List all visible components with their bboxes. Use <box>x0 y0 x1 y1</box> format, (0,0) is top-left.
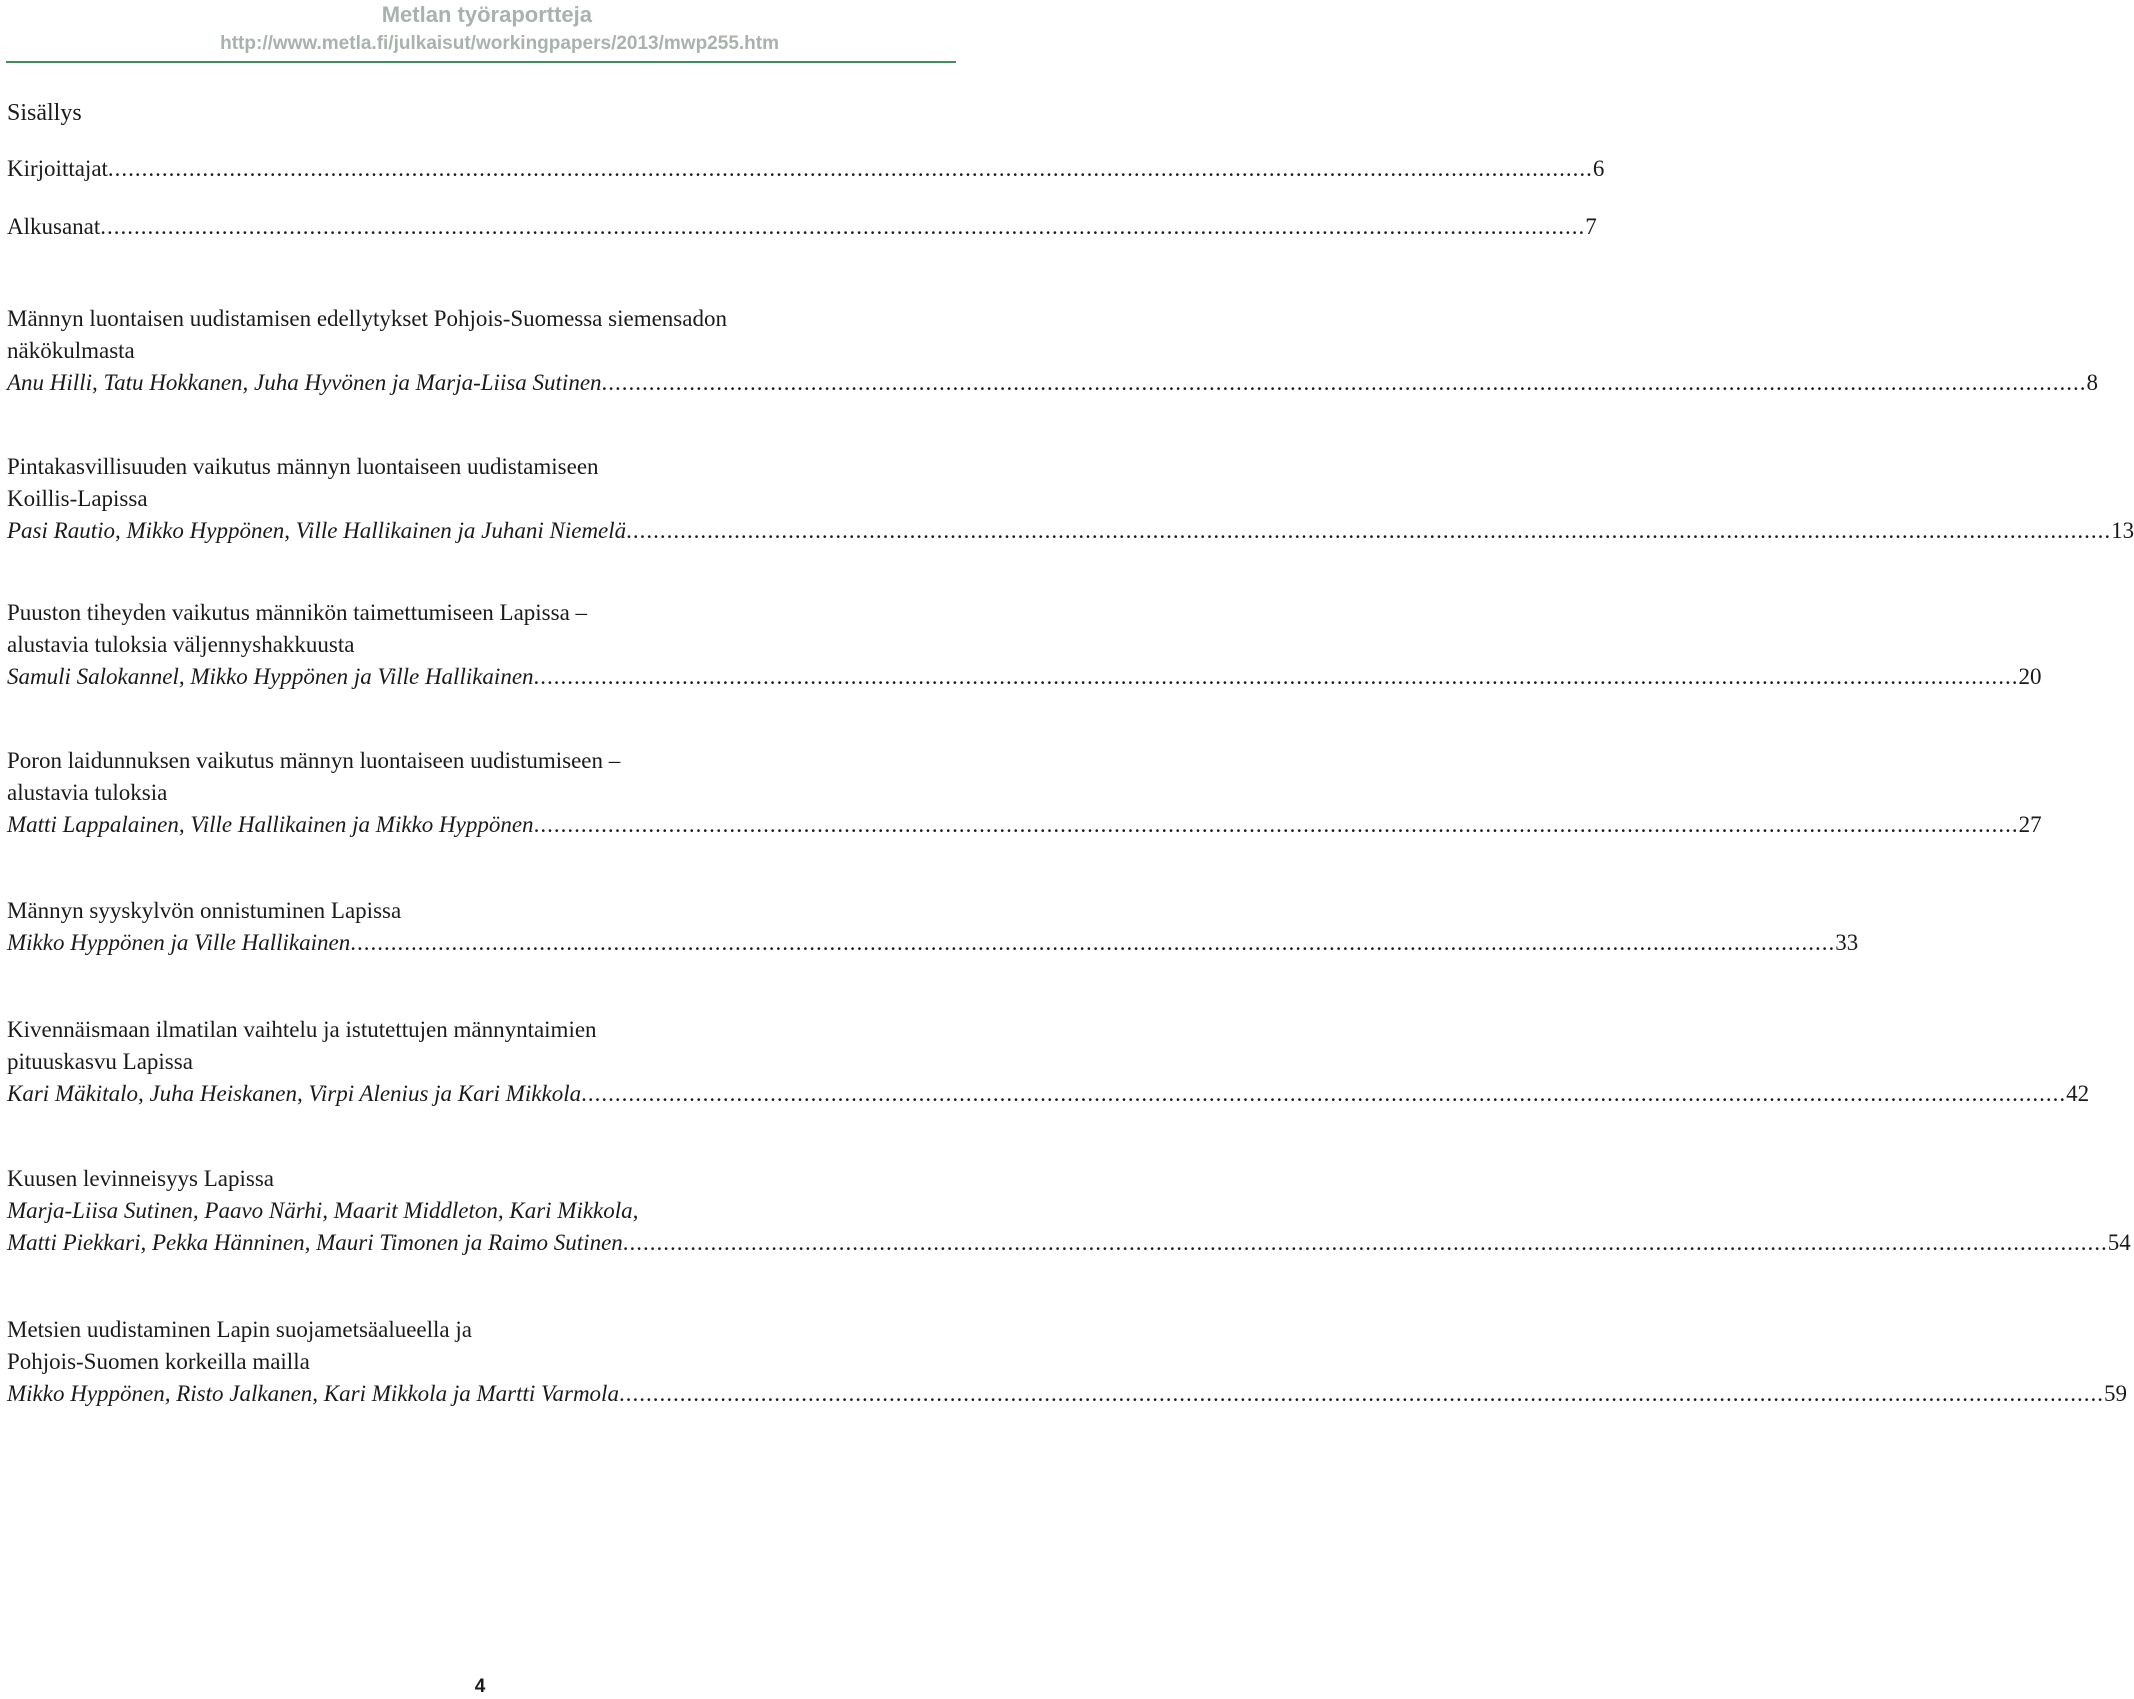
toc-entry-title: Männyn syyskylvön onnistuminen Lapissa <box>7 898 402 923</box>
toc-entry-authors: Anu Hilli, Tatu Hokkanen, Juha Hyvönen ja Marja-Liisa Sutinen <box>7 370 602 395</box>
toc-entry-last-line <box>7 1227 2131 1259</box>
toc-entry-last-line <box>7 1078 2090 1110</box>
toc-entry-page: 27 <box>2018 812 2042 837</box>
toc-entry-authors: Matti Lappalainen, Ville Hallikainen ja Mikko Hyppönen <box>7 812 534 837</box>
toc-entry[interactable] <box>7 597 2042 693</box>
dot-leader: ............................................................................................................................................................................................................................ <box>350 930 1836 955</box>
dot-leader: ............................................................................................................................................................................................................................ <box>626 518 2112 543</box>
toc-entry-last-line <box>7 661 2042 693</box>
toc-entry-title: Männyn luontaisen uudistamisen edellytykset Pohjois-Suomessa siemensadon <box>7 306 727 331</box>
header-url[interactable]: http://www.metla.fi/julkaisut/workingpapers/2013/mwp255.htm <box>220 33 779 54</box>
dot-leader: ............................................................................................................................................................................................................................ <box>622 1230 2108 1255</box>
toc-entry-last-line <box>7 515 2134 547</box>
toc-entry-authors: Pasi Rautio, Mikko Hyppönen, Ville Hallikainen ja Juhani Niemelä <box>7 518 627 543</box>
toc-entry-title: Kirjoittajat <box>7 156 108 181</box>
toc-entry-page: 6 <box>1592 156 1605 181</box>
toc-entry[interactable] <box>7 895 1859 959</box>
series-title: Metlan työraportteja <box>381 2 592 27</box>
toc-entry[interactable] <box>7 153 1605 185</box>
toc-entry[interactable] <box>7 1314 2127 1410</box>
toc-entry-last-line <box>7 211 1597 243</box>
toc-entry[interactable] <box>7 211 1597 243</box>
toc-entry-authors: Kari Mäkitalo, Juha Heiskanen, Virpi Alenius ja Kari Mikkola <box>7 1081 582 1106</box>
toc-entry-page: 7 <box>1585 214 1597 239</box>
toc-entry[interactable] <box>7 451 2134 547</box>
dot-leader: ............................................................................................................................................................................................................................ <box>533 812 2019 837</box>
toc-entry-last-line <box>7 927 1859 959</box>
dot-leader: ............................................................................................................................................................................................................................ <box>618 1381 2104 1406</box>
toc-entry-last-line <box>7 1378 2127 1410</box>
toc-entry[interactable] <box>7 1014 2090 1110</box>
toc-entry[interactable] <box>7 1163 2131 1259</box>
toc-entry-authors: Mikko Hyppönen ja Ville Hallikainen <box>7 930 351 955</box>
toc-entry-authors: Matti Piekkari, Pekka Hänninen, Mauri Timonen ja Raimo Sutinen <box>7 1230 623 1255</box>
toc-entry-title: Puuston tiheyden vaikutus männikön taimettumiseen Lapissa – <box>7 600 588 625</box>
toc-entry-title: Metsien uudistaminen Lapin suojametsäalueella ja <box>7 1317 472 1342</box>
dot-leader: ............................................................................................................................................................................................................................ <box>581 1081 2067 1106</box>
toc-entry-title: Kivennäismaan ilmatilan vaihtelu ja istutettujen männyntaimien <box>7 1017 597 1042</box>
dot-leader: ............................................................................................................................................................................................................................ <box>100 214 1586 239</box>
toc-entry-last-line <box>7 153 1605 185</box>
page-number: 4 <box>474 1676 486 1697</box>
toc-entry-authors: Mikko Hyppönen, Risto Jalkanen, Kari Mikkola ja Martti Varmola <box>7 1381 619 1406</box>
toc-entry[interactable] <box>7 303 2099 399</box>
toc-entry-title: Kuusen levinneisyys Lapissa <box>7 1166 275 1191</box>
toc-entry-page: 33 <box>1835 930 1859 955</box>
toc-title: Sisällys <box>7 100 82 126</box>
toc-entry-page: 54 <box>2107 1230 2131 1255</box>
toc-entry-page: 59 <box>2103 1381 2127 1406</box>
toc-entry-page: 13 <box>2111 518 2134 543</box>
toc-entry-title: Alkusanat <box>7 214 101 239</box>
toc-entry-page: 42 <box>2066 1081 2090 1106</box>
toc-entry-title: alustavia tuloksia väljennyshakkuusta <box>7 632 355 657</box>
toc-entry-authors: Marja-Liisa Sutinen, Paavo Närhi, Maarit Middleton, Kari Mikkola, <box>7 1198 639 1223</box>
toc-entry[interactable] <box>7 745 2042 841</box>
header-rule <box>6 61 956 63</box>
toc-entry-title: pituuskasvu Lapissa <box>7 1049 193 1074</box>
toc-entry-authors: Samuli Salokannel, Mikko Hyppönen ja Ville Hallikainen <box>7 664 534 689</box>
toc-entry-last-line <box>7 367 2099 399</box>
toc-entry-page: 8 <box>2086 370 2099 395</box>
toc-entry-last-line <box>7 809 2042 841</box>
toc-entry-title: alustavia tuloksia <box>7 780 168 805</box>
toc-entry-title: näkökulmasta <box>7 338 135 363</box>
dot-leader: ............................................................................................................................................................................................................................ <box>107 156 1593 181</box>
toc-entry-title: Pohjois-Suomen korkeilla mailla <box>7 1349 310 1374</box>
dot-leader: ............................................................................................................................................................................................................................ <box>601 370 2087 395</box>
dot-leader: ............................................................................................................................................................................................................................ <box>533 664 2019 689</box>
toc-entry-title: Pintakasvillisuuden vaikutus männyn luontaiseen uudistamiseen <box>7 454 599 479</box>
toc-entry-title: Koillis-Lapissa <box>7 486 148 511</box>
toc-entry-page: 20 <box>2018 664 2042 689</box>
toc-entry-title: Poron laidunnuksen vaikutus männyn luontaiseen uudistumiseen – <box>7 748 621 773</box>
